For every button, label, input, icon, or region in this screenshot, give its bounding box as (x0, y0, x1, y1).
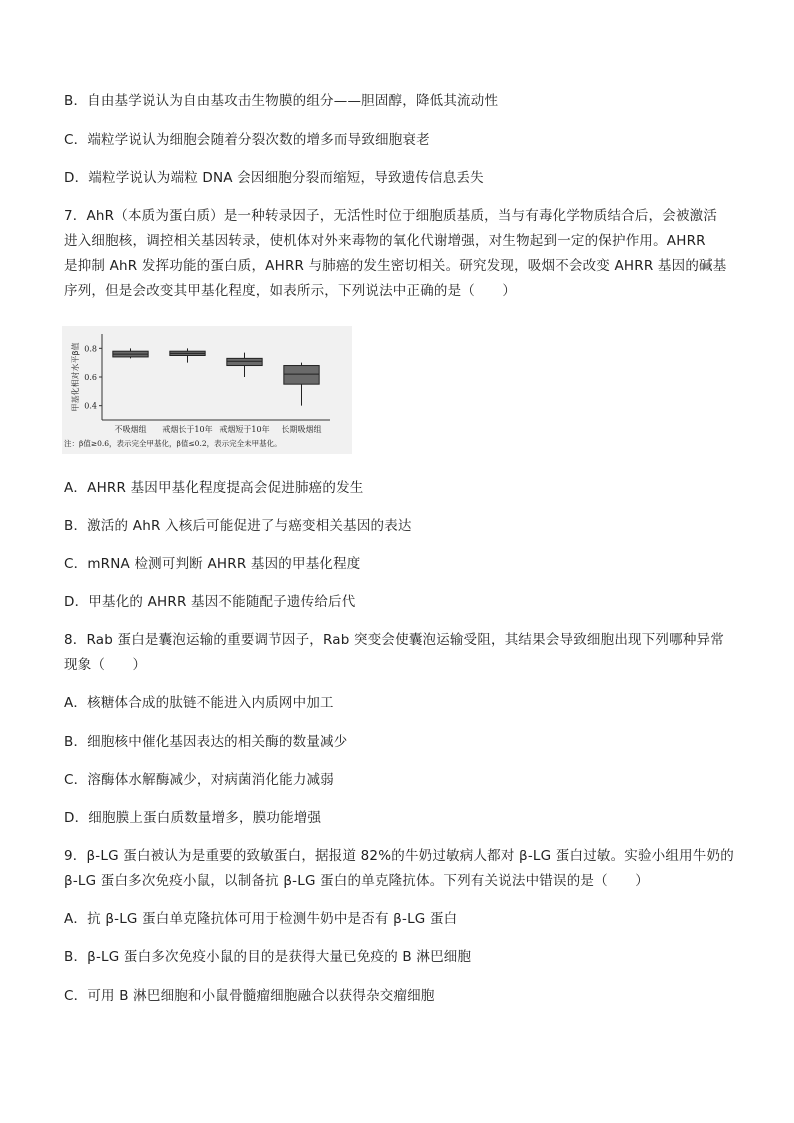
box-body (227, 358, 262, 365)
category-label: 戒烟长于10年 (162, 425, 213, 434)
q9-option-c: C．可用 B 淋巴细胞和小鼠骨髓瘤细胞融合以获得杂交瘤细胞 (64, 988, 435, 1004)
category-label: 戒烟短于10年 (219, 425, 270, 434)
q6-option-c: C．端粒学说认为细胞会随着分裂次数的增多而导致细胞衰老 (64, 132, 430, 148)
q7-stem-line-3: 是抑制 AhR 发挥功能的蛋白质，AHRR 与肺癌的发生密切相关。研究发现，吸烟不会改变 AHRR 基因的碱基 (64, 258, 727, 274)
y-tick-label: 0.6 (84, 373, 97, 382)
q8-option-c: C．溶酶体水解酶减少，对病菌消化能力减弱 (64, 772, 334, 788)
q8-stem-line-2: 现象（ ） (64, 657, 147, 673)
q6-option-d: D．端粒学说认为端粒 DNA 会因细胞分裂而缩短，导致遗传信息丢失 (64, 170, 484, 186)
category-label: 不吸烟组 (114, 425, 147, 434)
box-body (284, 366, 319, 385)
q9-option-a: A．抗 β-LG 蛋白单克隆抗体可用于检测牛奶中是否有 β-LG 蛋白 (64, 911, 458, 927)
q8-option-b: B．细胞核中催化基因表达的相关酶的数量减少 (64, 734, 348, 750)
q7-stem-line-4: 序列，但是会改变其甲基化程度，如表所示，下列说法中正确的是（ ） (64, 283, 517, 299)
q8-option-d: D．细胞膜上蛋白质数量增多，膜功能增强 (64, 810, 322, 826)
chart-svg (62, 326, 352, 454)
chart-note: 注：β值≥0.6，表示完全甲基化，β值≤0.2，表示完全未甲基化。 (64, 439, 282, 448)
y-tick-label: 0.4 (84, 401, 97, 411)
q7-stem-line-2: 进入细胞核，调控相关基因转录，使机体对外来毒物的氧化代谢增强，对生物起到一定的保护作用。AHRR (64, 233, 706, 249)
q9-stem-line-1: 9．β-LG 蛋白被认为是重要的致敏蛋白，据报道 82%的牛奶过敏病人都对 β-LG 蛋白过敏。实验小组用牛奶的 (64, 848, 734, 864)
q7-option-d: D．甲基化的 AHRR 基因不能随配子遗传给后代 (64, 594, 356, 610)
q9-stem-line-2: β-LG 蛋白多次免疫小鼠，以制备抗 β-LG 蛋白的单克隆抗体。下列有关说法中错误的是（ ） (64, 873, 649, 889)
methylation-box-chart (62, 326, 352, 454)
q7-option-c: C．mRNA 检测可判断 AHRR 基因的甲基化程度 (64, 556, 361, 572)
q6-option-b: B．自由基学说认为自由基攻击生物膜的组分——胆固醇，降低其流动性 (64, 93, 499, 109)
q8-option-a: A．核糖体合成的肽链不能进入内质网中加工 (64, 695, 334, 711)
q9-option-b: B．β-LG 蛋白多次免疫小鼠的目的是获得大量已免疫的 B 淋巴细胞 (64, 949, 472, 965)
q7-stem-line-1: 7．AhR（本质为蛋白质）是一种转录因子，无活性时位于细胞质基质，当与有毒化学物质结合后，会被激活 (64, 208, 718, 224)
y-tick-label: 0.8 (84, 344, 97, 354)
q7-option-b: B．激活的 AhR 入核后可能促进了与癌变相关基因的表达 (64, 518, 412, 534)
y-axis-label: 甲基化相对水平β值 (71, 342, 80, 412)
category-label: 长期吸烟组 (281, 425, 322, 434)
q8-stem-line-1: 8．Rab 蛋白是囊泡运输的重要调节因子，Rab 突变会使囊泡运输受阻，其结果会导致细胞出现下列哪种异常 (64, 632, 724, 648)
q7-option-a: A．AHRR 基因甲基化程度提高会促进肺癌的发生 (64, 480, 364, 496)
